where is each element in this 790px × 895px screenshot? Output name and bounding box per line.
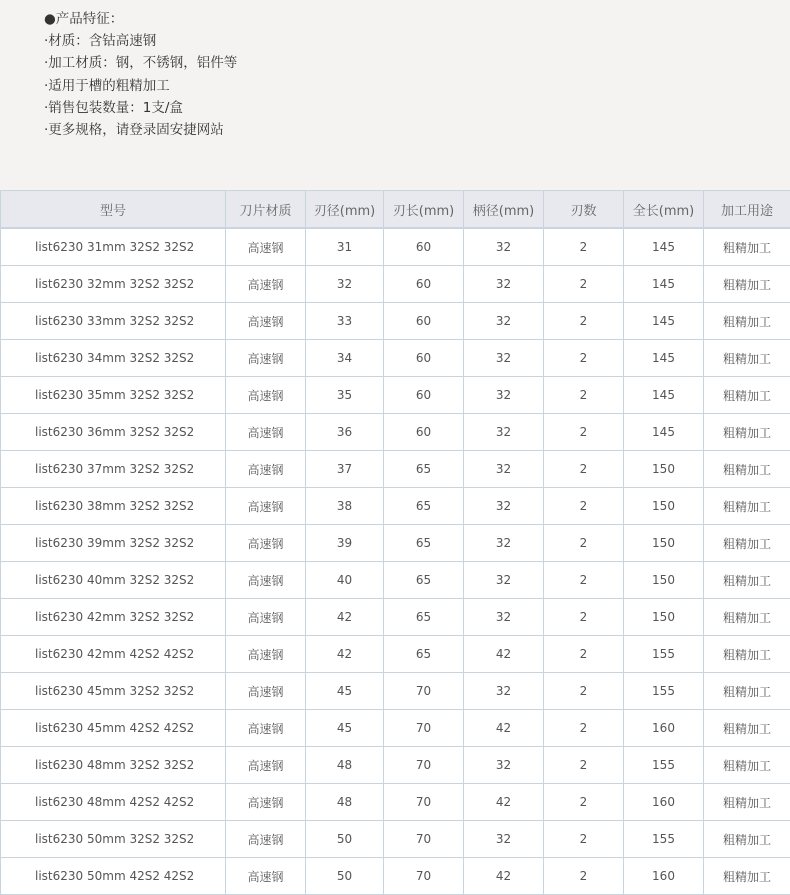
cell-flutes: 2 <box>544 303 624 340</box>
cell-overall-length: 160 <box>624 710 704 747</box>
cell-cutting-length: 70 <box>384 821 464 858</box>
cell-application: 粗精加工 <box>704 636 790 673</box>
cell-overall-length: 160 <box>624 858 704 895</box>
cell-flutes: 2 <box>544 636 624 673</box>
cell-cutting-diameter: 45 <box>306 710 384 747</box>
col-header-cutting-diameter: 刃径(mm) <box>306 191 384 228</box>
table-row <box>1 340 790 377</box>
cell-application: 粗精加工 <box>704 599 790 636</box>
cell-shank-diameter: 32 <box>464 266 544 303</box>
cell-flutes: 2 <box>544 747 624 784</box>
cell-shank-diameter: 32 <box>464 821 544 858</box>
cell-blade-material: 高速钢 <box>226 858 306 895</box>
cell-cutting-length: 60 <box>384 266 464 303</box>
cell-cutting-diameter: 40 <box>306 562 384 599</box>
cell-shank-diameter: 32 <box>464 451 544 488</box>
col-header-flutes: 刃数 <box>544 191 624 228</box>
cell-flutes: 2 <box>544 858 624 895</box>
cell-cutting-diameter: 35 <box>306 377 384 414</box>
cell-cutting-length: 65 <box>384 636 464 673</box>
col-header-application: 加工用途 <box>704 191 790 228</box>
cell-cutting-diameter: 50 <box>306 821 384 858</box>
cell-application: 粗精加工 <box>704 303 790 340</box>
cell-model: list6230 37mm 32S2 32S2 <box>1 451 226 488</box>
cell-blade-material: 高速钢 <box>226 451 306 488</box>
col-header-shank-diameter: 柄径(mm) <box>464 191 544 228</box>
cell-cutting-length: 70 <box>384 784 464 821</box>
cell-blade-material: 高速钢 <box>226 636 306 673</box>
cell-flutes: 2 <box>544 599 624 636</box>
cell-application: 粗精加工 <box>704 340 790 377</box>
cell-cutting-length: 60 <box>384 414 464 451</box>
cell-overall-length: 150 <box>624 562 704 599</box>
cell-cutting-diameter: 48 <box>306 747 384 784</box>
col-header-model: 型号 <box>1 191 226 228</box>
cell-model: list6230 50mm 32S2 32S2 <box>1 821 226 858</box>
cell-overall-length: 155 <box>624 673 704 710</box>
col-header-cutting-length: 刃长(mm) <box>384 191 464 228</box>
table-row <box>1 266 790 303</box>
cell-overall-length: 150 <box>624 599 704 636</box>
cell-flutes: 2 <box>544 340 624 377</box>
cell-cutting-length: 65 <box>384 599 464 636</box>
cell-shank-diameter: 42 <box>464 636 544 673</box>
cell-flutes: 2 <box>544 488 624 525</box>
cell-cutting-diameter: 45 <box>306 673 384 710</box>
feature-package: ·销售包装数量：1支/盒 <box>44 97 790 119</box>
cell-blade-material: 高速钢 <box>226 784 306 821</box>
cell-shank-diameter: 42 <box>464 784 544 821</box>
cell-cutting-length: 65 <box>384 488 464 525</box>
cell-model: list6230 34mm 32S2 32S2 <box>1 340 226 377</box>
feature-list <box>0 0 790 141</box>
table-row <box>1 488 790 525</box>
product-features <box>0 0 790 190</box>
cell-cutting-diameter: 50 <box>306 858 384 895</box>
cell-application: 粗精加工 <box>704 266 790 303</box>
cell-blade-material: 高速钢 <box>226 599 306 636</box>
cell-blade-material: 高速钢 <box>226 340 306 377</box>
cell-application: 粗精加工 <box>704 562 790 599</box>
cell-blade-material: 高速钢 <box>226 525 306 562</box>
cell-application: 粗精加工 <box>704 784 790 821</box>
table-header-row <box>1 191 790 228</box>
cell-model: list6230 35mm 32S2 32S2 <box>1 377 226 414</box>
cell-shank-diameter: 32 <box>464 599 544 636</box>
feature-application: ·适用于槽的粗精加工 <box>44 75 790 97</box>
cell-model: list6230 50mm 42S2 42S2 <box>1 858 226 895</box>
cell-overall-length: 145 <box>624 414 704 451</box>
table-row <box>1 747 790 784</box>
cell-flutes: 2 <box>544 266 624 303</box>
cell-blade-material: 高速钢 <box>226 488 306 525</box>
cell-overall-length: 145 <box>624 266 704 303</box>
cell-blade-material: 高速钢 <box>226 414 306 451</box>
cell-overall-length: 160 <box>624 784 704 821</box>
cell-overall-length: 145 <box>624 377 704 414</box>
cell-blade-material: 高速钢 <box>226 821 306 858</box>
table-row <box>1 229 790 266</box>
cell-model: list6230 31mm 32S2 32S2 <box>1 229 226 266</box>
cell-cutting-diameter: 33 <box>306 303 384 340</box>
cell-overall-length: 145 <box>624 229 704 266</box>
cell-model: list6230 36mm 32S2 32S2 <box>1 414 226 451</box>
cell-overall-length: 150 <box>624 451 704 488</box>
table-row <box>1 562 790 599</box>
cell-application: 粗精加工 <box>704 377 790 414</box>
cell-blade-material: 高速钢 <box>226 562 306 599</box>
cell-model: list6230 39mm 32S2 32S2 <box>1 525 226 562</box>
table-row <box>1 303 790 340</box>
cell-model: list6230 48mm 42S2 42S2 <box>1 784 226 821</box>
cell-application: 粗精加工 <box>704 673 790 710</box>
table-row <box>1 636 790 673</box>
cell-overall-length: 150 <box>624 488 704 525</box>
spec-table <box>0 190 790 895</box>
cell-shank-diameter: 32 <box>464 377 544 414</box>
cell-cutting-diameter: 34 <box>306 340 384 377</box>
cell-application: 粗精加工 <box>704 710 790 747</box>
cell-cutting-diameter: 32 <box>306 266 384 303</box>
table-body <box>1 228 790 895</box>
cell-application: 粗精加工 <box>704 747 790 784</box>
table-row <box>1 858 790 895</box>
cell-flutes: 2 <box>544 562 624 599</box>
cell-flutes: 2 <box>544 710 624 747</box>
cell-overall-length: 155 <box>624 821 704 858</box>
table-row <box>1 377 790 414</box>
cell-overall-length: 155 <box>624 747 704 784</box>
cell-application: 粗精加工 <box>704 451 790 488</box>
cell-application: 粗精加工 <box>704 858 790 895</box>
cell-blade-material: 高速钢 <box>226 266 306 303</box>
cell-cutting-length: 70 <box>384 673 464 710</box>
feature-workpiece: ·加工材质：钢，不锈钢，铝件等 <box>44 52 790 74</box>
cell-application: 粗精加工 <box>704 229 790 266</box>
cell-cutting-diameter: 42 <box>306 636 384 673</box>
cell-cutting-diameter: 38 <box>306 488 384 525</box>
cell-shank-diameter: 32 <box>464 303 544 340</box>
cell-cutting-length: 60 <box>384 377 464 414</box>
cell-application: 粗精加工 <box>704 525 790 562</box>
cell-flutes: 2 <box>544 229 624 266</box>
cell-blade-material: 高速钢 <box>226 303 306 340</box>
cell-cutting-diameter: 42 <box>306 599 384 636</box>
cell-flutes: 2 <box>544 821 624 858</box>
cell-model: list6230 42mm 32S2 32S2 <box>1 599 226 636</box>
col-header-overall-length: 全长(mm) <box>624 191 704 228</box>
cell-model: list6230 42mm 42S2 42S2 <box>1 636 226 673</box>
cell-shank-diameter: 42 <box>464 710 544 747</box>
cell-overall-length: 155 <box>624 636 704 673</box>
cell-overall-length: 150 <box>624 525 704 562</box>
cell-blade-material: 高速钢 <box>226 377 306 414</box>
cell-blade-material: 高速钢 <box>226 673 306 710</box>
cell-shank-diameter: 32 <box>464 229 544 266</box>
cell-model: list6230 38mm 32S2 32S2 <box>1 488 226 525</box>
cell-flutes: 2 <box>544 673 624 710</box>
cell-cutting-length: 70 <box>384 747 464 784</box>
table-row <box>1 525 790 562</box>
cell-cutting-diameter: 39 <box>306 525 384 562</box>
cell-shank-diameter: 32 <box>464 747 544 784</box>
cell-model: list6230 45mm 32S2 32S2 <box>1 673 226 710</box>
cell-flutes: 2 <box>544 414 624 451</box>
cell-model: list6230 45mm 42S2 42S2 <box>1 710 226 747</box>
table-row <box>1 821 790 858</box>
cell-cutting-length: 65 <box>384 525 464 562</box>
cell-model: list6230 33mm 32S2 32S2 <box>1 303 226 340</box>
cell-shank-diameter: 32 <box>464 340 544 377</box>
table-row <box>1 673 790 710</box>
cell-flutes: 2 <box>544 377 624 414</box>
cell-model: list6230 40mm 32S2 32S2 <box>1 562 226 599</box>
cell-blade-material: 高速钢 <box>226 229 306 266</box>
table-row <box>1 599 790 636</box>
cell-application: 粗精加工 <box>704 488 790 525</box>
cell-model: list6230 48mm 32S2 32S2 <box>1 747 226 784</box>
cell-shank-diameter: 42 <box>464 858 544 895</box>
cell-cutting-length: 70 <box>384 710 464 747</box>
cell-blade-material: 高速钢 <box>226 747 306 784</box>
cell-cutting-diameter: 31 <box>306 229 384 266</box>
table-row <box>1 451 790 488</box>
cell-shank-diameter: 32 <box>464 488 544 525</box>
table-row <box>1 414 790 451</box>
cell-application: 粗精加工 <box>704 821 790 858</box>
cell-flutes: 2 <box>544 525 624 562</box>
cell-overall-length: 145 <box>624 303 704 340</box>
cell-flutes: 2 <box>544 451 624 488</box>
cell-blade-material: 高速钢 <box>226 710 306 747</box>
cell-application: 粗精加工 <box>704 414 790 451</box>
cell-cutting-length: 60 <box>384 229 464 266</box>
cell-cutting-length: 60 <box>384 303 464 340</box>
feature-material: ·材质：含钴高速钢 <box>44 30 790 52</box>
features-title: ●产品特征： <box>44 8 790 30</box>
cell-cutting-length: 60 <box>384 340 464 377</box>
cell-cutting-diameter: 37 <box>306 451 384 488</box>
cell-model: list6230 32mm 32S2 32S2 <box>1 266 226 303</box>
cell-shank-diameter: 32 <box>464 673 544 710</box>
cell-cutting-length: 65 <box>384 562 464 599</box>
cell-overall-length: 145 <box>624 340 704 377</box>
table-row <box>1 710 790 747</box>
cell-shank-diameter: 32 <box>464 525 544 562</box>
cell-shank-diameter: 32 <box>464 414 544 451</box>
cell-shank-diameter: 32 <box>464 562 544 599</box>
table-row <box>1 784 790 821</box>
cell-cutting-length: 70 <box>384 858 464 895</box>
col-header-blade-material: 刀片材质 <box>226 191 306 228</box>
cell-cutting-diameter: 48 <box>306 784 384 821</box>
cell-flutes: 2 <box>544 784 624 821</box>
cell-cutting-length: 65 <box>384 451 464 488</box>
feature-more-info: ·更多规格，请登录固安捷网站 <box>44 119 790 141</box>
cell-cutting-diameter: 36 <box>306 414 384 451</box>
